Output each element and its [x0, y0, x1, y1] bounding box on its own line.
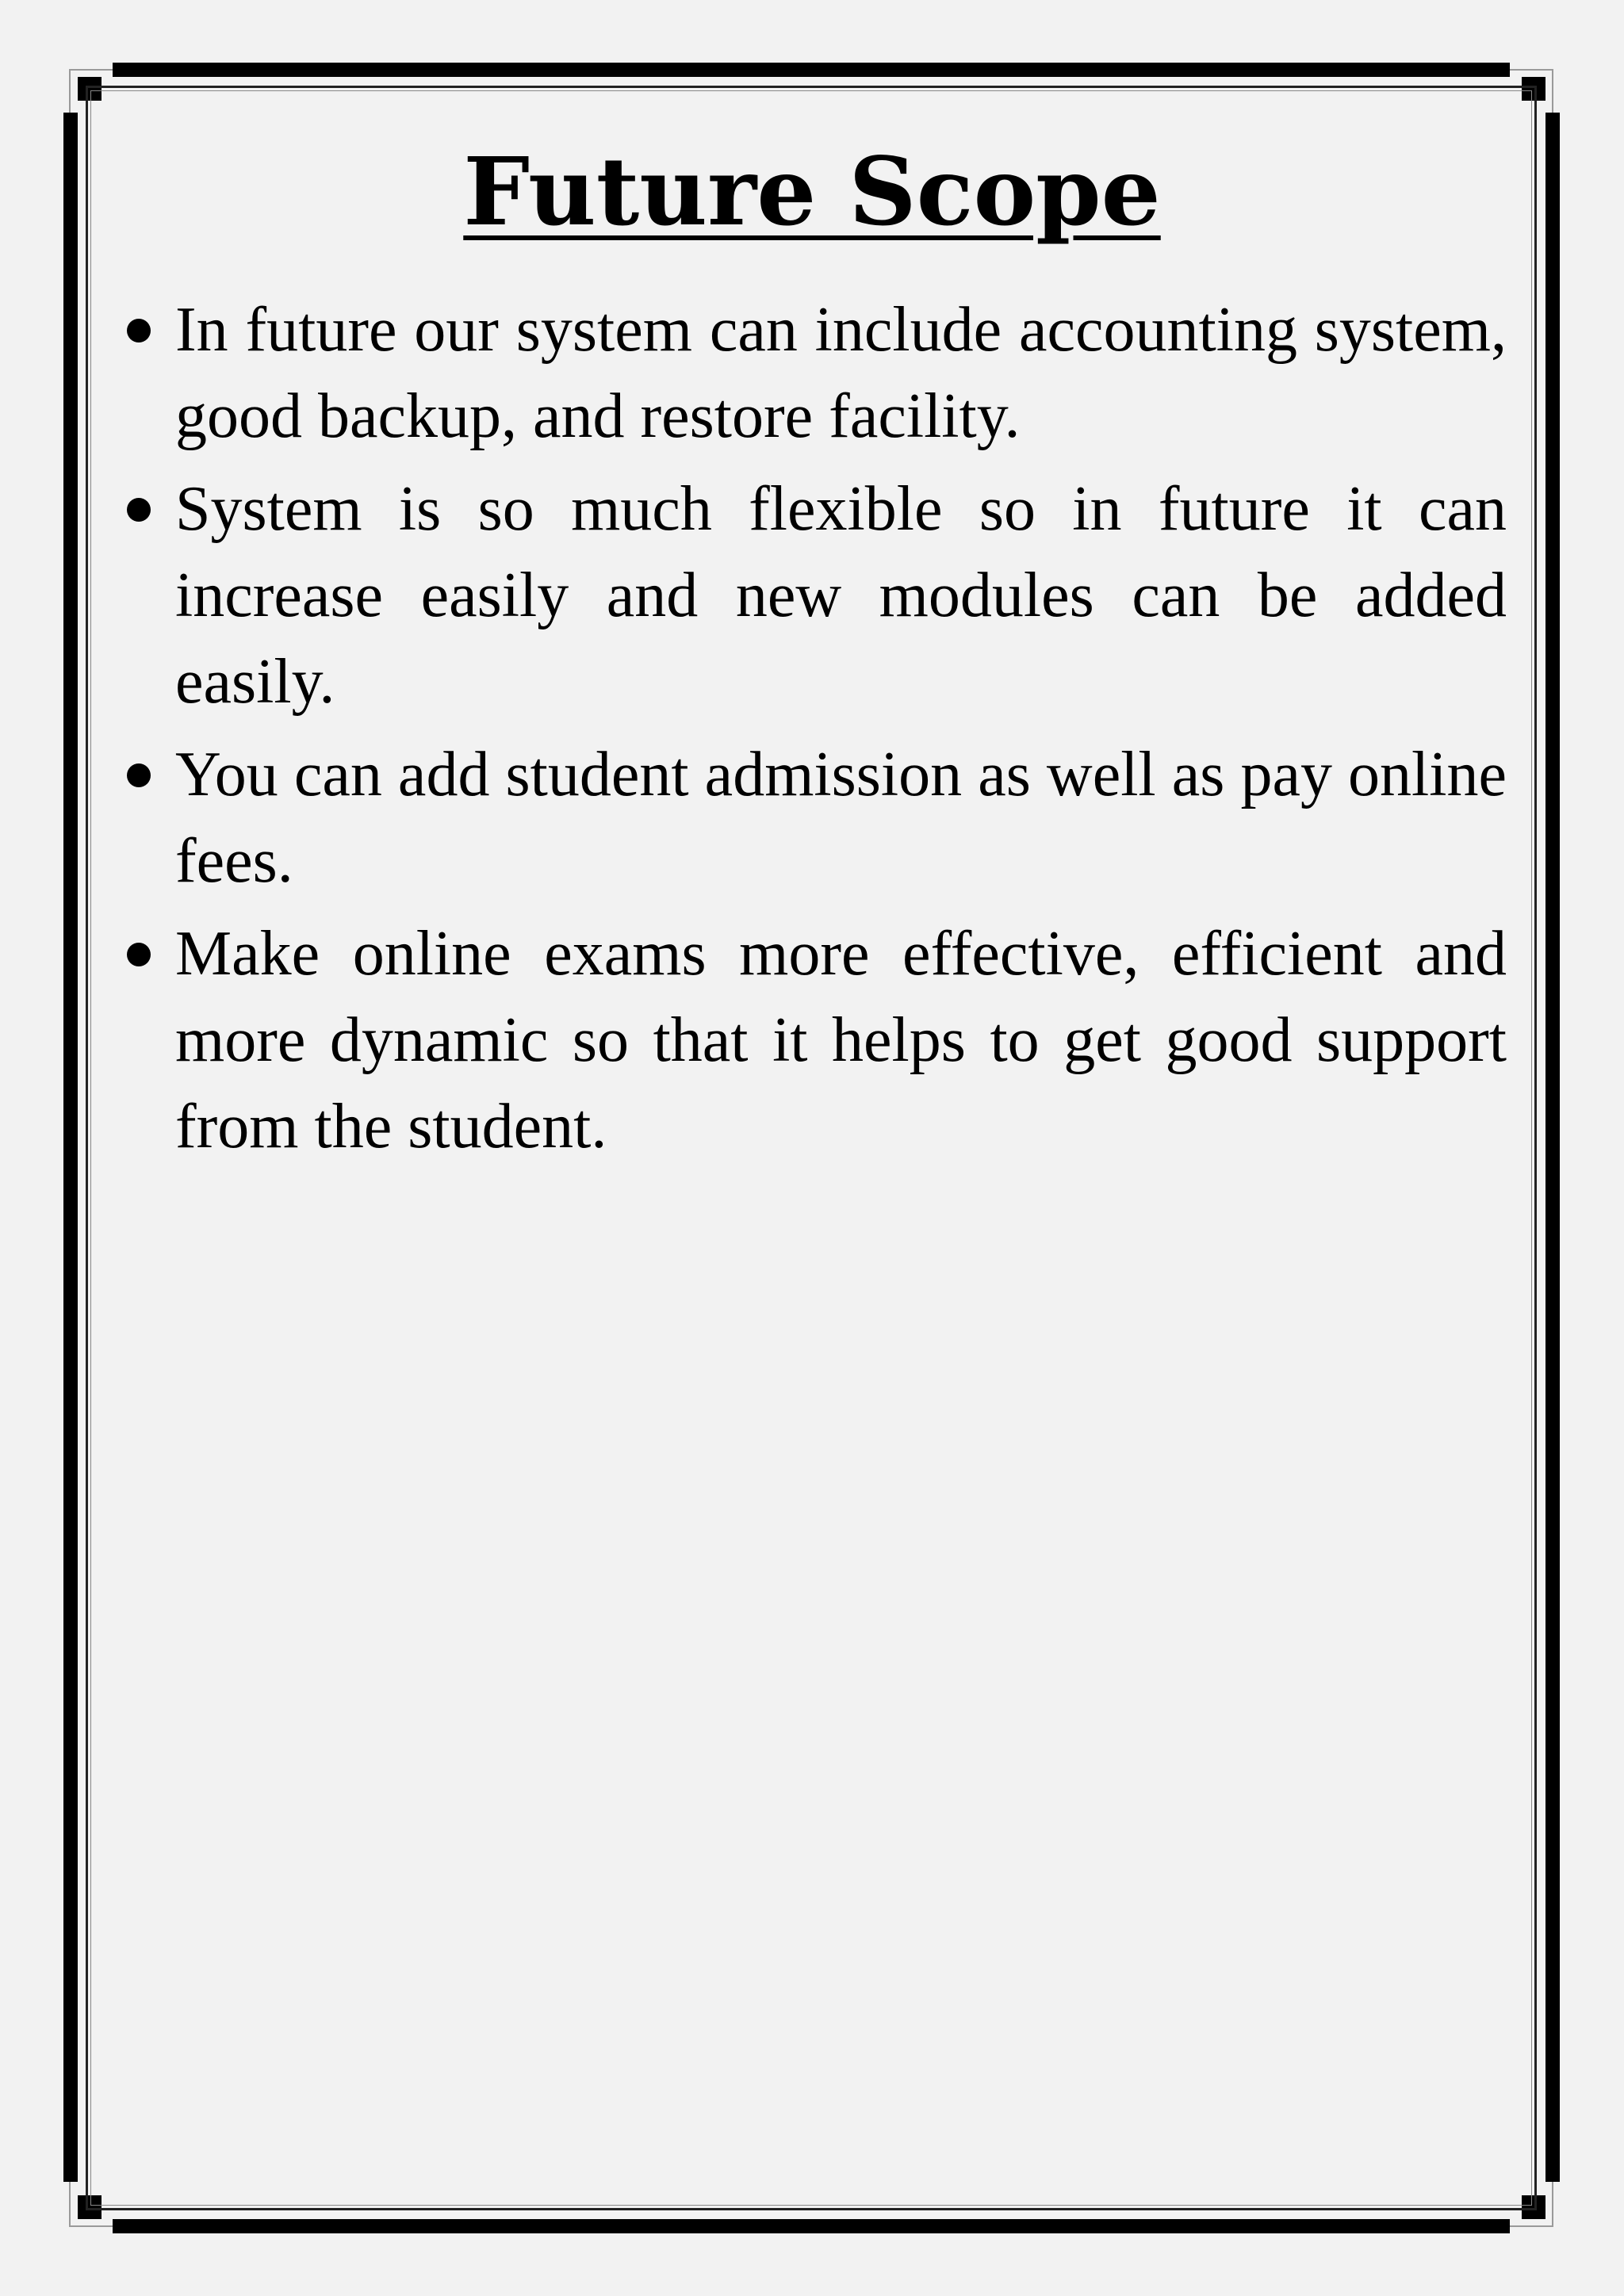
- bullet-text: System is so much flexible so in future it can increase easily and new modules can be added easily.: [175, 474, 1507, 717]
- bullet-text: You can add student admission as well as pay online fees.: [175, 740, 1507, 896]
- page-title: [0, 136, 1624, 247]
- bullet-item: [127, 287, 1507, 460]
- bullet-text: Make online exams more effective, efficient and more dynamic so that it helps to get good support from the student.: [175, 919, 1507, 1161]
- bullet-item: [127, 466, 1507, 725]
- bullet-dot-icon: [127, 943, 151, 966]
- page-border-left: [63, 113, 78, 2182]
- bullet-dot-icon: [127, 319, 151, 342]
- bullet-list: [127, 287, 1507, 1177]
- page-border-bottom: [113, 2219, 1510, 2233]
- page-title-text: Future Scope: [463, 136, 1161, 247]
- bullet-dot-icon: [127, 498, 151, 522]
- bullet-item: [127, 911, 1507, 1170]
- page-border-top: [113, 63, 1510, 77]
- bullet-text: In future our system can include accounting system, good backup, and restore facility.: [175, 295, 1507, 451]
- bullet-item: [127, 732, 1507, 905]
- bullet-dot-icon: [127, 763, 151, 787]
- page-border-right: [1545, 113, 1560, 2182]
